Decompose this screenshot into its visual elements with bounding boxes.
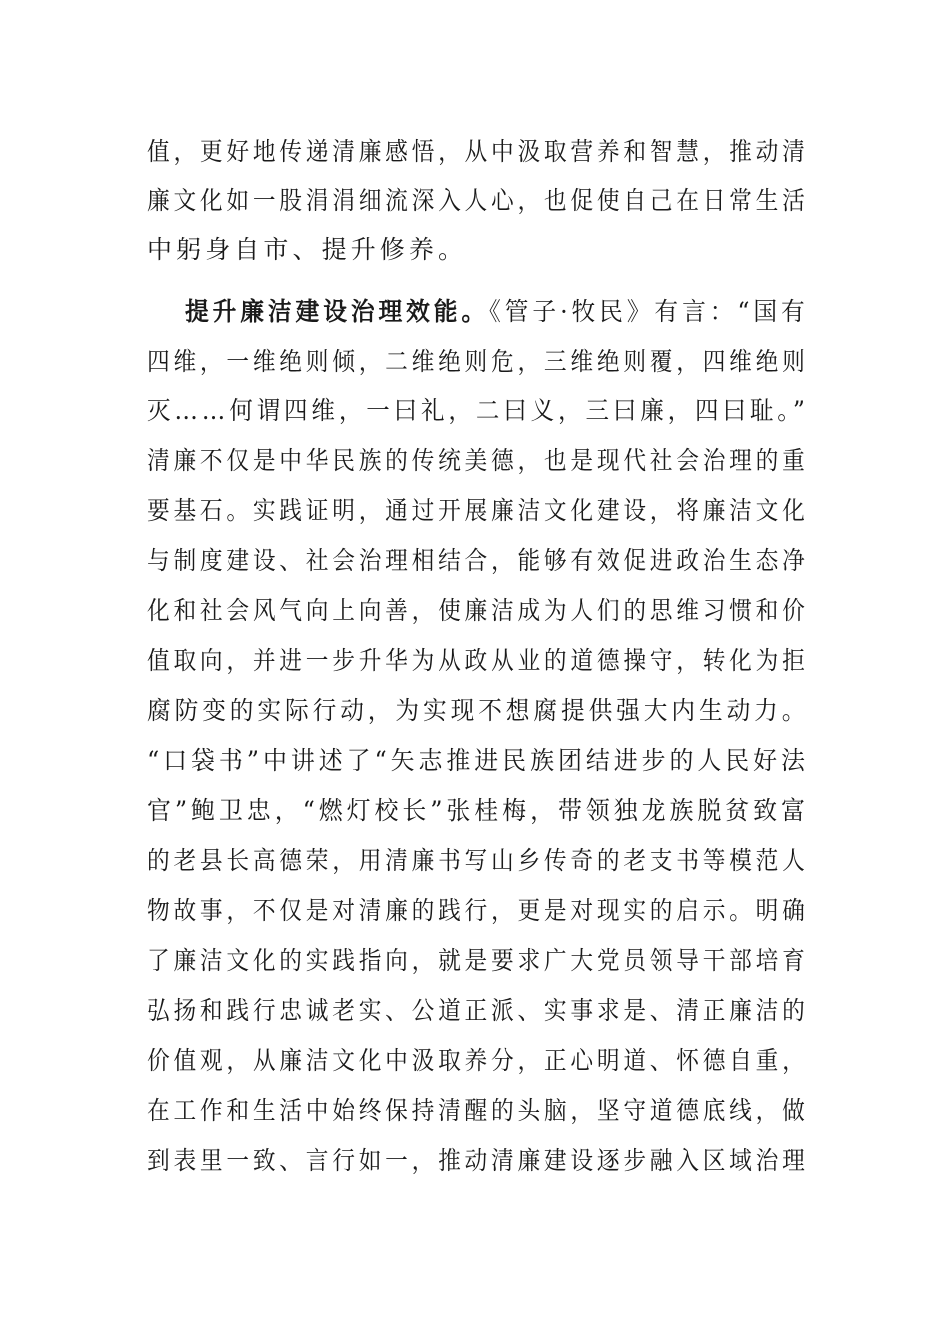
quote-intro: 《管子·牧民》有言：“国有 xyxy=(489,297,809,326)
paragraph-first-line xyxy=(185,292,809,332)
paragraph-line: 物故事，不仅是对清廉的践行，更是对现实的启示。明确 xyxy=(147,896,809,925)
paragraph-line: 中躬身自市、提升修养。 xyxy=(147,235,468,264)
paragraph-line: 与制度建设、社会治理相结合，能够有效促进政治生态净 xyxy=(147,546,809,575)
paragraph-line: 价值观，从廉洁文化中汲取养分，正心明道、怀德自重， xyxy=(147,1046,809,1075)
paragraph-line: 弘扬和践行忠诚老实、公道正派、实事求是、清正廉洁的 xyxy=(147,996,809,1025)
section-heading: 提升廉洁建设治理效能。 xyxy=(185,297,490,326)
paragraph-line: “口袋书”中讲述了“矢志推进民族团结进步的人民好法 xyxy=(147,746,809,775)
paragraph-line: 的老县长高德荣，用清廉书写山乡传奇的老支书等模范人 xyxy=(147,846,809,875)
paragraph-line: 值，更好地传递清廉感悟，从中汲取营养和智慧，推动清 xyxy=(147,137,809,166)
paragraph-line: 清廉不仅是中华民族的传统美德，也是现代社会治理的重 xyxy=(147,446,809,475)
paragraph-line: 了廉洁文化的实践指向，就是要求广大党员领导干部培育 xyxy=(147,946,809,975)
paragraph-line: 灭……何谓四维，一曰礼，二曰义，三曰廉，四曰耻。” xyxy=(147,396,809,425)
paragraph-line: 值取向，并进一步升华为从政从业的道德操守，转化为拒 xyxy=(147,646,809,675)
paragraph-line: 官”鲍卫忠，“燃灯校长”张桂梅，带领独龙族脱贫致富 xyxy=(147,796,809,825)
paragraph-line: 在工作和生活中始终保持清醒的头脑，坚守道德底线，做 xyxy=(147,1096,809,1125)
paragraph-line: 廉文化如一股涓涓细流深入人心，也促使自己在日常生活 xyxy=(147,186,809,215)
paragraph-line: 化和社会风气向上向善，使廉洁成为人们的思维习惯和价 xyxy=(147,596,809,625)
paragraph-line: 到表里一致、言行如一，推动清廉建设逐步融入区域治理 xyxy=(147,1146,809,1175)
paragraph-line: 要基石。实践证明，通过开展廉洁文化建设，将廉洁文化 xyxy=(147,496,809,525)
paragraph-line: 腐防变的实际行动，为实现不想腐提供强大内生动力。 xyxy=(147,696,810,725)
paragraph-line: 四维，一维绝则倾，二维绝则危，三维绝则覆，四维绝则 xyxy=(147,347,809,376)
